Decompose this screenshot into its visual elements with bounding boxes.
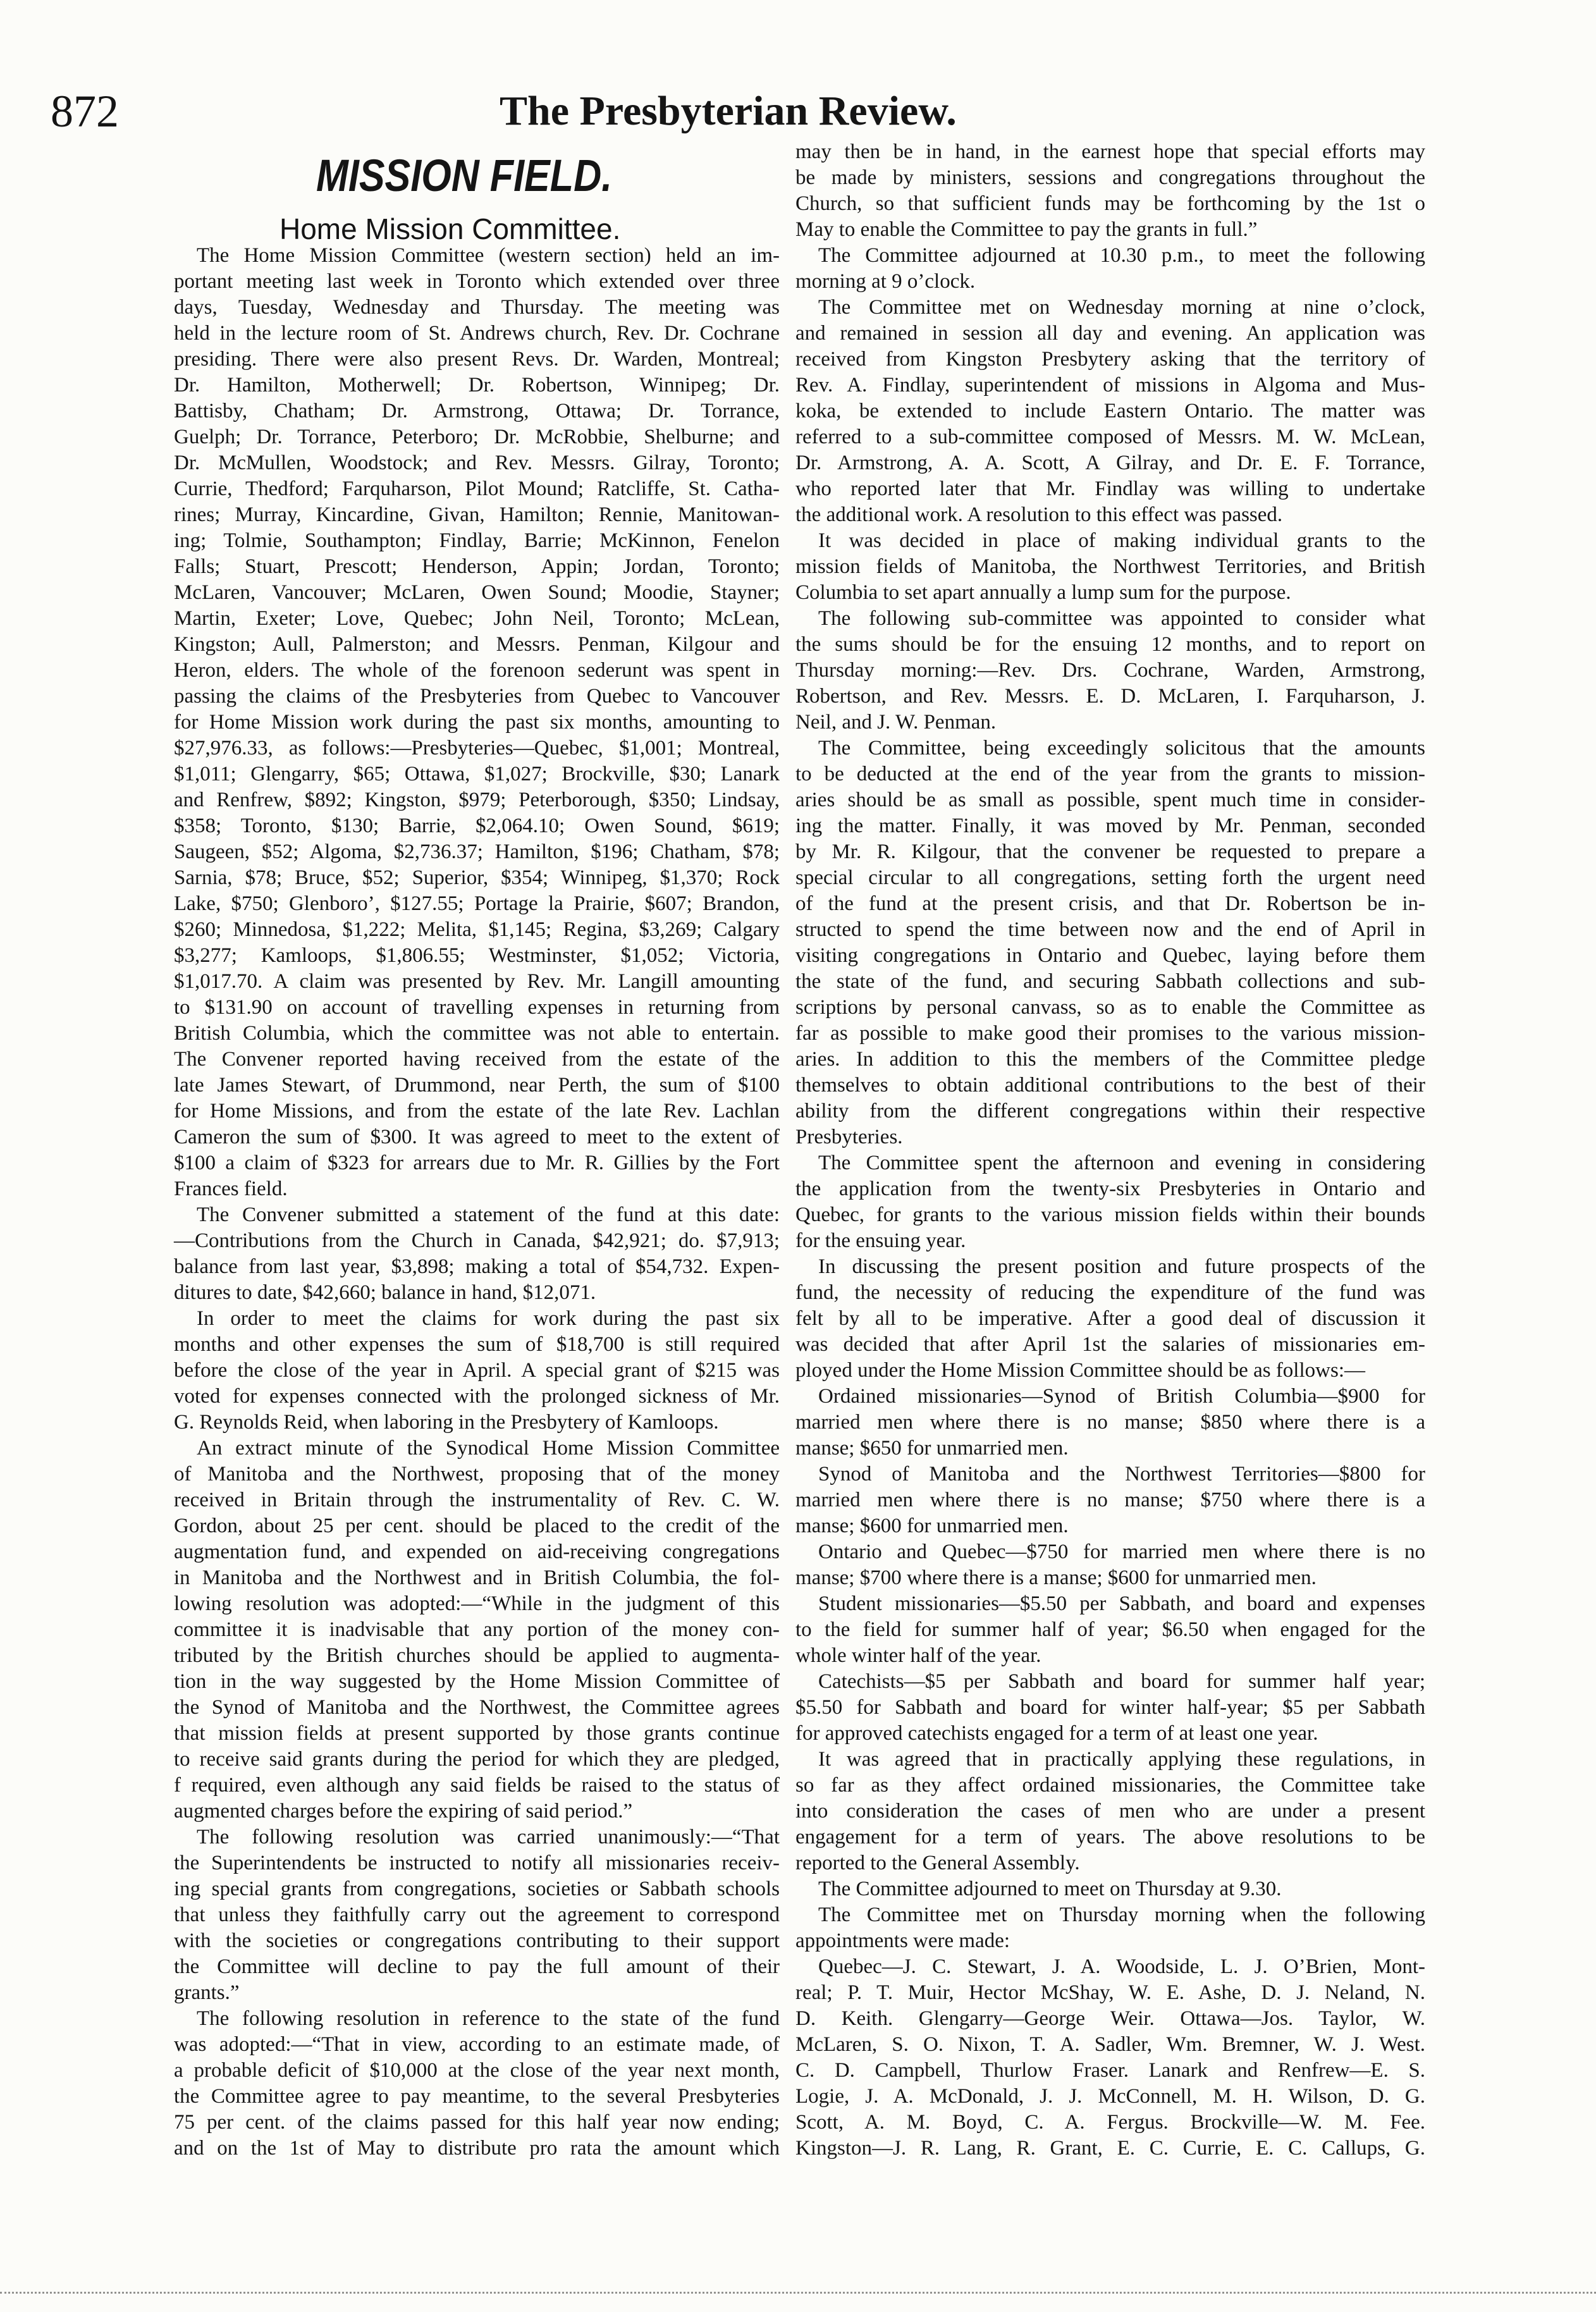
- text-line: voted for expenses connected with the prolonged sickness of Mr.: [174, 1384, 780, 1408]
- text-line: The Home Mission Committee (western section) held an im-: [197, 243, 780, 267]
- text-line: and on the 1st of May to distribute pro rata the amount which: [174, 2136, 780, 2160]
- paragraph: [795, 735, 1425, 1150]
- text-line: appointments were made:: [795, 1929, 1010, 1952]
- text-line: Sarnia, $78; Bruce, $52; Superior, $354; Winnipeg, $1,370; Rock: [174, 866, 780, 889]
- text-line: referred to a sub-committee composed of Messrs. M. W. McLean,: [795, 425, 1425, 448]
- text-line: morning at 9 o’clock.: [795, 269, 976, 293]
- text-line: scriptions by personal canvass, so as to enable the Committee as: [795, 995, 1425, 1019]
- text-line: $3,277; Kamloops, $1,806.55; Westminster, $1,052; Victoria,: [174, 944, 780, 967]
- article-column-right: [795, 139, 1425, 2161]
- text-line: to be deducted at the end of the year from the grants to mission-: [795, 762, 1425, 785]
- text-line: Ordained missionaries—Synod of British Columbia—$900 for: [818, 1384, 1425, 1408]
- text-line: real; P. T. Muir, Hector McShay, W. E. Ashe, D. J. Neland, N.: [795, 1981, 1425, 2004]
- text-line: felt by all to be imperative. After a good deal of discussion it: [795, 1307, 1425, 1330]
- text-line: manse; $700 where there is a manse; $600 for unmarried men.: [795, 1566, 1317, 1589]
- text-line: It was agreed that in practically applying these regulations, in: [818, 1747, 1425, 1771]
- text-line: The Committee met on Thursday morning when the following: [818, 1903, 1425, 1926]
- text-line: was decided that after April 1st the salaries of missionaries em-: [795, 1332, 1425, 1356]
- text-line: Scott, A. M. Boyd, C. A. Fergus. Brockville—W. M. Fee.: [795, 2110, 1425, 2134]
- paragraph: [795, 243, 1425, 295]
- text-line: Student missionaries—$5.50 per Sabbath, and board and expenses: [818, 1592, 1425, 1615]
- text-line: Lake, $750; Glenboro’, $127.55; Portage la Prairie, $607; Brandon,: [174, 892, 780, 915]
- text-line: Neil, and J. W. Penman.: [795, 710, 997, 734]
- text-line: The Committee met on Wednesday morning at nine o’clock,: [818, 295, 1425, 319]
- text-line: whole winter half of the year.: [795, 1644, 1041, 1667]
- text-line: manse; $600 for unmarried men.: [795, 1514, 1069, 1537]
- text-line: Falls; Stuart, Prescott; Henderson, Appin; Jordan, Toronto;: [174, 555, 780, 578]
- paragraph: [795, 1384, 1425, 1461]
- page-edge-line: [0, 2292, 1596, 2294]
- text-line: that unless they faithfully carry out the agreement to correspond: [174, 1903, 780, 1926]
- text-line: Battisby, Chatham; Dr. Armstrong, Ottawa; Dr. Torrance,: [174, 399, 780, 422]
- page-number: 872: [51, 86, 119, 137]
- text-line: Ontario and Quebec—$750 for married men where there is no: [818, 1540, 1425, 1563]
- text-line: far as possible to make good their promises to the various mission-: [795, 1021, 1425, 1045]
- text-line: Quebec, for grants to the various mission fields within their bounds: [795, 1203, 1425, 1226]
- text-line: Currie, Thedford; Farquharson, Pilot Mound; Ratcliffe, St. Catha-: [174, 477, 780, 500]
- text-line: Quebec—J. C. Stewart, J. A. Woodside, L. J. O’Brien, Mont-: [818, 1955, 1425, 1978]
- text-line: Rev. A. Findlay, superintendent of missions in Algoma and Mus-: [795, 373, 1425, 397]
- paragraph: [795, 1254, 1425, 1384]
- text-line: committee it is inadvisable that any portion of the money con-: [174, 1618, 780, 1641]
- text-line: British Columbia, which the committee was not able to entertain.: [174, 1021, 780, 1045]
- paragraph: [174, 1202, 780, 1306]
- text-line: presiding. There were also present Revs. Dr. Warden, Montreal;: [174, 347, 780, 371]
- text-line: fund, the necessity of reducing the expenditure of the fund was: [795, 1281, 1425, 1304]
- text-line: augmented charges before the expiring of said period.”: [174, 1799, 633, 1823]
- text-line: tributed by the British churches should be applied to augmenta-: [174, 1644, 780, 1667]
- text-line: the application from the twenty-six Presbyteries in Ontario and: [795, 1177, 1425, 1200]
- paragraph: [795, 139, 1425, 243]
- text-line: —Contributions from the Church in Canada, $42,921; do. $7,913;: [174, 1229, 780, 1252]
- text-line: 75 per cent. of the claims passed for this half year now ending;: [174, 2110, 780, 2134]
- text-line: Dr. Hamilton, Motherwell; Dr. Robertson, Winnipeg; Dr.: [174, 373, 780, 397]
- text-line: $1,011; Glengarry, $65; Ottawa, $1,027; Brockville, $30; Lanark: [174, 762, 780, 785]
- paragraph: [795, 1150, 1425, 1254]
- text-line: who reported later that Mr. Findlay was willing to undertake: [795, 477, 1425, 500]
- text-line: for Home Mission work during the past six months, amounting to: [174, 710, 780, 734]
- text-line: In order to meet the claims for work during the past six: [197, 1307, 780, 1330]
- paragraph: [174, 1436, 780, 1824]
- paragraph: [174, 2006, 780, 2161]
- paragraph: [174, 1306, 780, 1436]
- text-line: Gordon, about 25 per cent. should be placed to the credit of the: [174, 1514, 780, 1537]
- paragraph: [795, 528, 1425, 606]
- text-line: in Manitoba and the Northwest and in British Columbia, the fol-: [174, 1566, 780, 1589]
- text-line: and Renfrew, $892; Kingston, $979; Peterborough, $350; Lindsay,: [174, 788, 780, 811]
- text-line: C. D. Campbell, Thurlow Fraser. Lanark and Renfrew—E. S.: [795, 2058, 1425, 2082]
- paragraph: [795, 1902, 1425, 1954]
- text-line: grants.”: [174, 1981, 240, 2004]
- text-line: augmentation fund, and expended on aid-receiving congregations: [174, 1540, 780, 1563]
- paragraph: [795, 1591, 1425, 1669]
- text-line: lowing resolution was adopted:—“While in the judgment of this: [174, 1592, 780, 1615]
- text-line: Kingston; Aull, Palmerston; and Messrs. Penman, Kilgour and: [174, 632, 780, 656]
- text-line: married men where there is no manse; $750 where there is a: [795, 1488, 1425, 1511]
- text-line: Saugeen, $52; Algoma, $2,736.37; Hamilton, $196; Chatham, $78;: [174, 840, 780, 863]
- text-line: for the ensuing year.: [795, 1229, 966, 1252]
- text-line: Church, so that sufficient funds may be forthcoming by the 1st o: [795, 192, 1425, 215]
- text-line: engagement for a term of years. The above resolutions to be: [795, 1825, 1425, 1848]
- text-line: ability from the different congregations within their respective: [795, 1099, 1425, 1122]
- text-line: so far as they affect ordained missionaries, the Committee take: [795, 1773, 1425, 1797]
- text-line: late James Stewart, of Drummond, near Perth, the sum of $100: [174, 1073, 780, 1097]
- text-line: D. Keith. Glengarry—George Weir. Ottawa—Jos. Taylor, W.: [795, 2007, 1425, 2030]
- text-line: portant meeting last week in Toronto which extended over three: [174, 269, 780, 293]
- paragraph: [795, 295, 1425, 528]
- text-line: be made by ministers, sessions and congregations throughout the: [795, 166, 1425, 189]
- text-line: ditures to date, $42,660; balance in hand, $12,071.: [174, 1281, 596, 1304]
- text-line: was adopted:—“That in view, according to an estimate made, of: [174, 2032, 780, 2056]
- text-line: Presbyteries.: [795, 1125, 903, 1148]
- text-line: before the close of the year in April. A special grant of $215 was: [174, 1358, 780, 1382]
- text-line: received in Britain through the instrumentality of Rev. C. W.: [174, 1488, 780, 1511]
- text-line: Guelph; Dr. Torrance, Peterboro; Dr. McRobbie, Shelburne; and: [174, 425, 780, 448]
- text-line: Martin, Exeter; Love, Quebec; John Neil, Toronto; McLean,: [174, 606, 780, 630]
- text-line: to receive said grants during the period for which they are pledged,: [174, 1747, 780, 1771]
- text-line: by Mr. R. Kilgour, that the convener be requested to prepare a: [795, 840, 1425, 863]
- text-line: McLaren, S. O. Nixon, T. A. Sadler, Wm. Bremner, W. J. West.: [795, 2032, 1425, 2056]
- text-line: that mission fields at present supported by those grants continue: [174, 1721, 780, 1745]
- text-line: Frances field.: [174, 1177, 288, 1200]
- article-title: Home Mission Committee.: [279, 212, 621, 245]
- text-line: koka, be extended to include Eastern Ontario. The matter was: [795, 399, 1425, 422]
- text-line: The following sub-committee was appointed to consider what: [818, 606, 1425, 630]
- article-column-left: [174, 243, 780, 2161]
- paragraph: [795, 1669, 1425, 1747]
- text-line: special circular to all congregations, setting forth the urgent need: [795, 866, 1425, 889]
- paragraph: [795, 1876, 1425, 1902]
- text-line: days, Tuesday, Wednesday and Thursday. The meeting was: [174, 295, 780, 319]
- text-line: The Committee, being exceedingly solicitous that the amounts: [818, 736, 1425, 759]
- text-line: tion in the way suggested by the Home Mission Committee of: [174, 1669, 780, 1693]
- text-line: of Manitoba and the Northwest, proposing that of the money: [174, 1462, 780, 1485]
- text-line: structed to spend the time between now and the end of April in: [795, 918, 1425, 941]
- paragraph: [174, 243, 780, 1202]
- paragraph: [795, 606, 1425, 735]
- text-line: Kingston—J. R. Lang, R. Grant, E. C. Currie, E. C. Callups, G.: [795, 2136, 1425, 2160]
- text-line: $100 a claim of $323 for arrears due to Mr. R. Gillies by the Fort: [174, 1151, 780, 1174]
- text-line: and remained in session all day and evening. An application was: [795, 321, 1425, 345]
- section-heading: MISSION FIELD.: [316, 151, 613, 201]
- text-line: $1,017.70. A claim was presented by Rev. Mr. Langill amounting: [174, 969, 780, 993]
- text-line: the state of the fund, and securing Sabbath collections and sub-: [795, 969, 1425, 993]
- text-line: may then be in hand, in the earnest hope that special efforts may: [795, 140, 1425, 163]
- text-line: Robertson, and Rev. Messrs. E. D. McLaren, I. Farquharson, J.: [795, 684, 1425, 708]
- text-line: to $131.90 on account of travelling expenses in returning from: [174, 995, 780, 1019]
- text-line: months and other expenses the sum of $18,700 is still required: [174, 1332, 780, 1356]
- text-line: Columbia to set apart annually a lump sum for the purpose.: [795, 581, 1291, 604]
- text-line: ing; Tolmie, Southampton; Findlay, Barrie; McKinnon, Fenelon: [174, 529, 780, 552]
- text-line: the Superintendents be instructed to notify all missionaries receiv-: [174, 1851, 780, 1874]
- text-line: Heron, elders. The whole of the forenoon sederunt was spent in: [174, 658, 780, 682]
- text-line: to the field for summer half of year; $6.50 when engaged for the: [795, 1618, 1425, 1641]
- text-line: The following resolution was carried unanimously:—“That: [197, 1825, 780, 1848]
- paragraph: [795, 1747, 1425, 1876]
- text-line: It was decided in place of making individual grants to the: [818, 529, 1425, 552]
- text-line: ployed under the Home Mission Committee should be as follows:—: [795, 1358, 1365, 1382]
- text-line: balance from last year, $3,898; making a total of $54,732. Expen-: [174, 1255, 780, 1278]
- text-line: aries. In addition to this the members of the Committee pledge: [795, 1047, 1425, 1071]
- text-line: The Committee spent the afternoon and evening in considering: [818, 1151, 1425, 1174]
- text-line: received from Kingston Presbytery asking that the territory of: [795, 347, 1425, 371]
- text-line: The following resolution in reference to the state of the fund: [197, 2007, 780, 2030]
- text-line: for Home Missions, and from the estate of the late Rev. Lachlan: [174, 1099, 780, 1122]
- text-line: married men where there is no manse; $850 where there is a: [795, 1410, 1425, 1434]
- text-line: aries should be as small as possible, spent much time in consider-: [795, 788, 1425, 811]
- text-line: $5.50 for Sabbath and board for winter half-year; $5 per Sabbath: [795, 1695, 1425, 1719]
- text-line: mission fields of Manitoba, the Northwest Territories, and British: [795, 555, 1425, 578]
- text-line: $27,976.33, as follows:—Presbyteries—Quebec, $1,001; Montreal,: [174, 736, 780, 759]
- text-line: passing the claims of the Presbyteries from Quebec to Vancouver: [174, 684, 780, 708]
- text-line: the Committee will decline to pay the full amount of their: [174, 1955, 780, 1978]
- text-line: Logie, J. A. McDonald, J. J. McConnell, M. H. Wilson, D. G.: [795, 2084, 1425, 2108]
- text-line: Thursday morning:—Rev. Drs. Cochrane, Warden, Armstrong,: [795, 658, 1425, 682]
- paragraph: [795, 1461, 1425, 1539]
- text-line: into consideration the cases of men who are under a present: [795, 1799, 1425, 1823]
- text-line: $358; Toronto, $130; Barrie, $2,064.10; Owen Sound, $619;: [174, 814, 780, 837]
- text-line: McLaren, Vancouver; McLaren, Owen Sound; Moodie, Stayner;: [174, 581, 780, 604]
- text-line: the additional work. A resolution to this effect was passed.: [795, 503, 1283, 526]
- text-line: of the fund at the present crisis, and that Dr. Robertson be in-: [795, 892, 1425, 915]
- text-line: f required, even although any said fields be raised to the status of: [174, 1773, 780, 1797]
- paragraph: [795, 1539, 1425, 1591]
- text-line: ing the matter. Finally, it was moved by Mr. Penman, seconded: [795, 814, 1425, 837]
- paragraph: [795, 1954, 1425, 2161]
- text-line: a probable deficit of $10,000 at the close of the year next month,: [174, 2058, 780, 2082]
- text-line: themselves to obtain additional contributions to the best of their: [795, 1073, 1425, 1097]
- text-line: the Committee agree to pay meantime, to the several Presbyteries: [174, 2084, 780, 2108]
- text-line: the sums should be for the ensuing 12 months, and to report on: [795, 632, 1425, 656]
- text-line: Dr. McMullen, Woodstock; and Rev. Messrs. Gilray, Toronto;: [174, 451, 780, 474]
- text-line: Dr. Armstrong, A. A. Scott, A Gilray, and Dr. E. F. Torrance,: [795, 451, 1425, 474]
- text-line: In discussing the present position and future prospects of the: [818, 1255, 1425, 1278]
- text-line: reported to the General Assembly.: [795, 1851, 1080, 1874]
- text-line: with the societies or congregations contributing to their support: [174, 1929, 780, 1952]
- paragraph: [174, 1824, 780, 2006]
- text-line: manse; $650 for unmarried men.: [795, 1436, 1069, 1460]
- text-line: Catechists—$5 per Sabbath and board for summer half year;: [818, 1669, 1425, 1693]
- text-line: held in the lecture room of St. Andrews church, Rev. Dr. Cochrane: [174, 321, 780, 345]
- text-line: An extract minute of the Synodical Home Mission Committee: [197, 1436, 780, 1460]
- text-line: The Committee adjourned at 10.30 p.m., to meet the following: [818, 243, 1425, 267]
- text-line: The Committee adjourned to meet on Thursday at 9.30.: [818, 1877, 1282, 1900]
- text-line: rines; Murray, Kincardine, Givan, Hamilton; Rennie, Manitowan-: [174, 503, 780, 526]
- text-line: The Convener submitted a statement of the fund at this date:: [197, 1203, 780, 1226]
- text-line: ing special grants from congregations, societies or Sabbath schools: [174, 1877, 780, 1900]
- text-line: May to enable the Committee to pay the grants in full.”: [795, 218, 1258, 241]
- text-line: the Synod of Manitoba and the Northwest, the Committee agrees: [174, 1695, 780, 1719]
- text-line: $260; Minnedosa, $1,222; Melita, $1,145; Regina, $3,269; Calgary: [174, 918, 780, 941]
- text-line: Synod of Manitoba and the Northwest Territories—$800 for: [818, 1462, 1425, 1485]
- text-line: for approved catechists engaged for a term of at least one year.: [795, 1721, 1318, 1745]
- text-line: visiting congregations in Ontario and Quebec, laying before them: [795, 944, 1425, 967]
- text-line: G. Reynolds Reid, when laboring in the Presbytery of Kamloops.: [174, 1410, 719, 1434]
- text-line: Cameron the sum of $300. It was agreed to meet to the extent of: [174, 1125, 780, 1148]
- text-line: The Convener reported having received from the estate of the: [174, 1047, 780, 1071]
- publication-title: The Presbyterian Review.: [500, 88, 957, 134]
